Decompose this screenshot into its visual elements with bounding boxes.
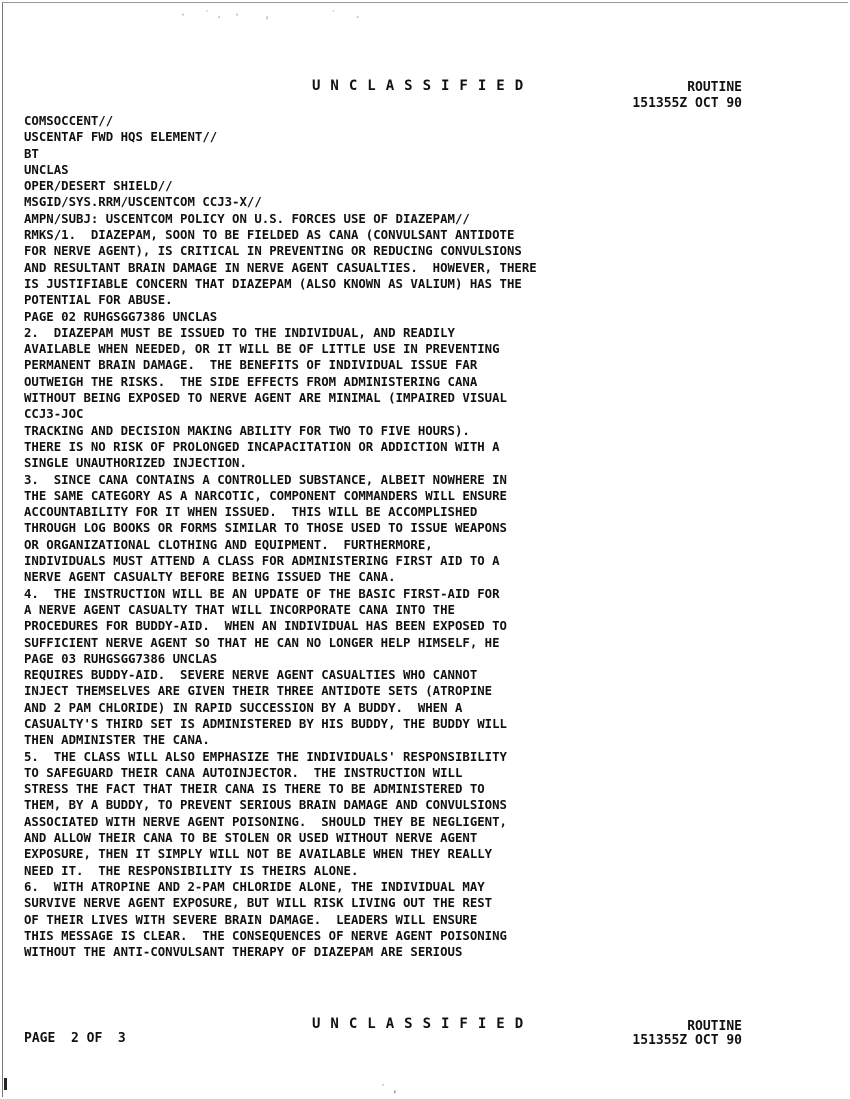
message-line: AND 2 PAM CHLORIDE) IN RAPID SUCCESSION BY A BUDDY. WHEN A bbox=[24, 699, 463, 715]
message-line: 5. THE CLASS WILL ALSO EMPHASIZE THE INDIVIDUALS' RESPONSIBILITY bbox=[24, 748, 507, 764]
message-line: STRESS THE FACT THAT THEIR CANA IS THERE TO BE ADMINISTERED TO bbox=[24, 781, 485, 797]
message-line: PERMANENT BRAIN DAMAGE. THE BENEFITS OF INDIVIDUAL ISSUE FAR bbox=[24, 357, 478, 373]
page-number: PAGE 2 OF 3 bbox=[24, 1031, 126, 1046]
message-line: COMSOCCENT// bbox=[24, 113, 114, 128]
precedence-top: ROUTINE bbox=[687, 80, 742, 95]
message-line: THERE IS NO RISK OF PROLONGED INCAPACITATION OR ADDICTION WITH A bbox=[24, 438, 500, 454]
message-line: CASUALTY'S THIRD SET IS ADMINISTERED BY HIS BUDDY, THE BUDDY WILL bbox=[24, 715, 507, 731]
message-line: 3. SINCE CANA CONTAINS A CONTROLLED SUBSTANCE, ALBEIT NOWHERE IN bbox=[24, 471, 507, 487]
scan-speckle-bottom: ˙ , bbox=[380, 1084, 399, 1095]
message-line: OF THEIR LIVES WITH SEVERE BRAIN DAMAGE. LEADERS WILL ENSURE bbox=[24, 911, 478, 927]
scan-mark bbox=[4, 1078, 7, 1090]
message-line: OUTWEIGH THE RISKS. THE SIDE EFFECTS FROM ADMINISTERING CANA bbox=[24, 373, 478, 389]
message-line: NERVE AGENT CASUALTY BEFORE BEING ISSUED THE CANA. bbox=[24, 569, 396, 585]
message-line: TRACKING AND DECISION MAKING ABILITY FOR TWO TO FIVE HOURS). bbox=[24, 422, 470, 438]
message-line: PROCEDURES FOR BUDDY-AID. WHEN AN INDIVIDUAL HAS BEEN EXPOSED TO bbox=[24, 618, 507, 634]
message-line: 4. THE INSTRUCTION WILL BE AN UPDATE OF THE BASIC FIRST-AID FOR bbox=[24, 585, 500, 601]
message-line: FOR NERVE AGENT), IS CRITICAL IN PREVENTING OR REDUCING CONVULSIONS bbox=[24, 243, 522, 259]
message-line: 6. WITH ATROPINE AND 2-PAM CHLORIDE ALONE, THE INDIVIDUAL MAY bbox=[24, 878, 485, 894]
message-line: THEM, BY A BUDDY, TO PREVENT SERIOUS BRAIN DAMAGE AND CONVULSIONS bbox=[24, 797, 507, 813]
message-line: AND ALLOW THEIR CANA TO BE STOLEN OR USED WITHOUT NERVE AGENT bbox=[24, 830, 478, 846]
scan-speckle: · ˙ . · , ˙ . bbox=[180, 10, 361, 21]
message-line: OPER/DESERT SHIELD// bbox=[24, 178, 173, 194]
message-line: SUFFICIENT NERVE AGENT SO THAT HE CAN NO LONGER HELP HIMSELF, HE bbox=[24, 634, 500, 650]
message-line: 2. DIAZEPAM MUST BE ISSUED TO THE INDIVIDUAL, AND READILY bbox=[24, 324, 455, 340]
message-line: PAGE 03 RUHGSGG7386 UNCLAS bbox=[24, 650, 218, 666]
message-line: NEED IT. THE RESPONSIBILITY IS THEIRS ALONE. bbox=[24, 862, 359, 878]
message-line: SINGLE UNAUTHORIZED INJECTION. bbox=[24, 455, 247, 471]
message-line: AND RESULTANT BRAIN DAMAGE IN NERVE AGENT CASUALTIES. HOWEVER, THERE bbox=[24, 259, 537, 275]
message-line: POTENTIAL FOR ABUSE. bbox=[24, 292, 173, 308]
message-line: REQUIRES BUDDY-AID. SEVERE NERVE AGENT CASUALTIES WHO CANNOT bbox=[24, 667, 478, 683]
message-line: ASSOCIATED WITH NERVE AGENT POISONING. SHOULD THEY BE NEGLIGENT, bbox=[24, 813, 507, 829]
message-line: UNCLAS bbox=[24, 161, 69, 177]
message-line: THIS MESSAGE IS CLEAR. THE CONSEQUENCES OF NERVE AGENT POISONING bbox=[24, 927, 507, 943]
precedence-bottom: ROUTINE bbox=[687, 1019, 742, 1034]
message-line: ACCOUNTABILITY FOR IT WHEN ISSUED. THIS WILL BE ACCOMPLISHED bbox=[24, 504, 478, 520]
classification-marking-bottom: UNCLASSIFIED bbox=[312, 1016, 534, 1032]
message-line: WITHOUT THE ANTI-CONVULSANT THERAPY OF DIAZEPAM ARE SERIOUS bbox=[24, 944, 463, 960]
message-line: A NERVE AGENT CASUALTY THAT WILL INCORPORATE CANA INTO THE bbox=[24, 601, 455, 617]
message-line: SURVIVE NERVE AGENT EXPOSURE, BUT WILL RISK LIVING OUT THE REST bbox=[24, 895, 493, 911]
message-line: WITHOUT BEING EXPOSED TO NERVE AGENT ARE MINIMAL (IMPAIRED VISUAL bbox=[24, 390, 507, 406]
message-line: AMPN/SUBJ: USCENTCOM POLICY ON U.S. FORCES USE OF DIAZEPAM// bbox=[24, 210, 470, 226]
date-time-group-top: 151355Z OCT 90 bbox=[632, 96, 742, 111]
message-line: PAGE 02 RUHGSGG7386 UNCLAS bbox=[24, 308, 218, 324]
message-line: RMKS/1. DIAZEPAM, SOON TO BE FIELDED AS CANA (CONVULSANT ANTIDOTE bbox=[24, 227, 515, 243]
message-line: EXPOSURE, THEN IT SIMPLY WILL NOT BE AVAILABLE WHEN THEY REALLY bbox=[24, 846, 493, 862]
message-line: CCJ3-JOC bbox=[24, 406, 84, 422]
message-body bbox=[24, 113, 764, 960]
message-line: OR ORGANIZATIONAL CLOTHING AND EQUIPMENT. FURTHERMORE, bbox=[24, 536, 433, 552]
message-footer bbox=[24, 1016, 742, 1056]
message-line: MSGID/SYS.RRM/USCENTCOM CCJ3-X// bbox=[24, 194, 262, 210]
date-time-group-bottom: 151355Z OCT 90 bbox=[632, 1033, 742, 1048]
message-line: IS JUSTIFIABLE CONCERN THAT DIAZEPAM (ALSO KNOWN AS VALIUM) HAS THE bbox=[24, 275, 522, 291]
classification-marking-top: UNCLASSIFIED bbox=[312, 78, 534, 94]
message-line: THROUGH LOG BOOKS OR FORMS SIMILAR TO THOSE USED TO ISSUE WEAPONS bbox=[24, 520, 507, 536]
message-line: TO SAFEGUARD THEIR CANA AUTOINJECTOR. THE INSTRUCTION WILL bbox=[24, 764, 463, 780]
message-line: THEN ADMINISTER THE CANA. bbox=[24, 732, 210, 748]
message-line: THE SAME CATEGORY AS A NARCOTIC, COMPONENT COMMANDERS WILL ENSURE bbox=[24, 487, 507, 503]
message-line: USCENTAF FWD HQS ELEMENT// bbox=[24, 129, 218, 145]
message-line: BT bbox=[24, 145, 39, 161]
message-header bbox=[24, 76, 742, 116]
message-line: INJECT THEMSELVES ARE GIVEN THEIR THREE ANTIDOTE SETS (ATROPINE bbox=[24, 683, 493, 699]
message-line: INDIVIDUALS MUST ATTEND A CLASS FOR ADMINISTERING FIRST AID TO A bbox=[24, 553, 500, 569]
message-line: AVAILABLE WHEN NEEDED, OR IT WILL BE OF LITTLE USE IN PREVENTING bbox=[24, 341, 500, 357]
